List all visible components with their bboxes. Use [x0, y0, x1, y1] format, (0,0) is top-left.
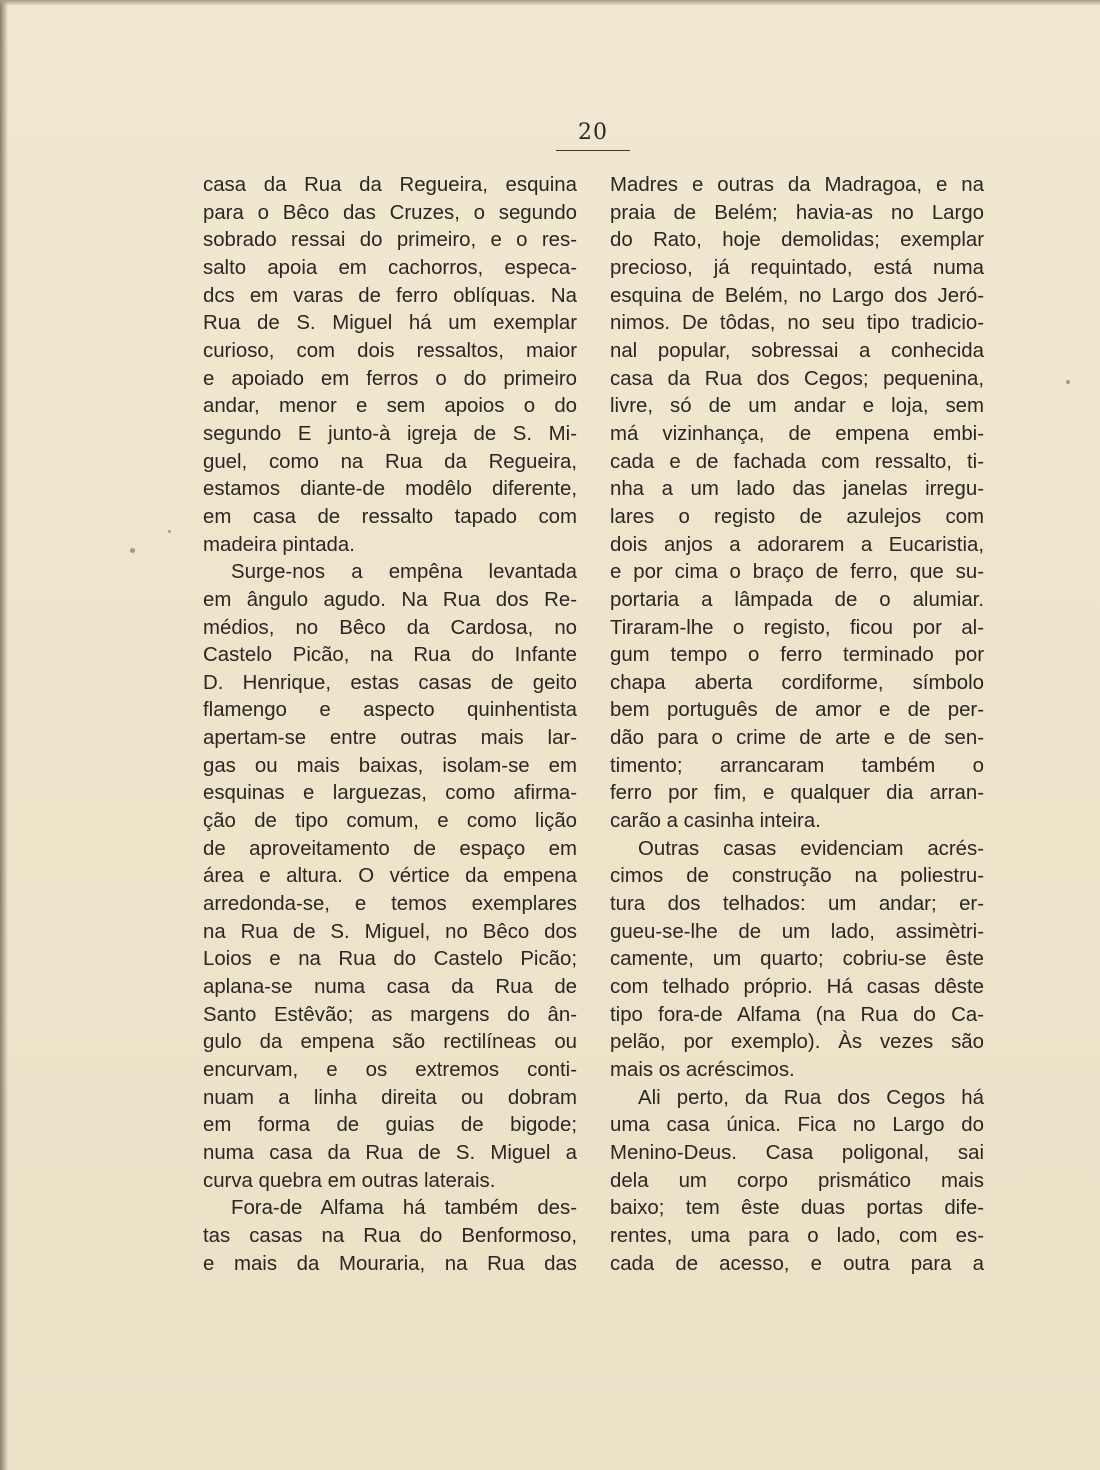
- text-line: madeira pintada.: [203, 533, 355, 556]
- text-line: de aproveitamento de espaço em: [203, 837, 577, 860]
- text-line: dois anjos a adorarem a Eucaristia,: [610, 533, 984, 556]
- text-line: casa da Rua dos Cegos; pequenina,: [610, 367, 984, 390]
- text-line: casa da Rua da Regueira, esquina: [203, 174, 577, 196]
- text-line: camente, um quarto; cobriu-se êste: [610, 948, 984, 971]
- text-line: esquina de Belém, no Largo dos Jeró-: [610, 284, 984, 307]
- text-line: carão a casinha inteira.: [610, 810, 821, 833]
- text-line: salto apoia em cachorros, especa-: [203, 256, 577, 279]
- text-line: dcs em varas de ferro oblíquas. Na: [203, 284, 577, 307]
- text-line: tipo fora-de Alfama (na Rua do Ca-: [610, 1003, 984, 1026]
- text-line: curva quebra em outras laterais.: [203, 1169, 496, 1192]
- top-edge-shadow: [0, 0, 1100, 6]
- text-line: livre, só de um andar e loja, sem: [610, 395, 984, 418]
- text-line: sobrado ressai do primeiro, e o res-: [203, 229, 577, 252]
- text-line: flamengo e aspecto quinhentista: [203, 699, 577, 722]
- text-line: nal popular, sobressai a conhecida: [610, 339, 984, 362]
- text-line: ferro por fim, e qualquer dia arran-: [610, 782, 984, 805]
- text-line: ção de tipo comum, e como lição: [203, 810, 577, 833]
- text-line: do Rato, hoje demolidas; exemplar: [610, 229, 984, 252]
- text-line: esquinas e larguezas, como afirma-: [203, 782, 577, 805]
- text-line: tas casas na Rua do Benformoso,: [203, 1224, 577, 1247]
- text-line: cada e de fachada com ressalto, ti-: [610, 450, 984, 473]
- text-line: Madres e outras da Madragoa, e na: [610, 174, 984, 196]
- text-line: gum tempo o ferro terminado por: [610, 644, 984, 667]
- text-line: baixo; tem êste duas portas dife-: [610, 1197, 984, 1220]
- text-line: Fora-de Alfama há também des-: [231, 1197, 577, 1220]
- text-line: timento; arrancaram também o: [610, 754, 984, 777]
- text-line: rentes, uma para o lado, com es-: [610, 1224, 984, 1247]
- text-line: gas ou mais baixas, isolam-se em: [203, 754, 577, 777]
- text-line: com telhado próprio. Há casas dêste: [610, 976, 984, 999]
- text-line: aplana-se numa casa da Rua de: [203, 976, 577, 999]
- text-line: dão para o crime de arte e de sen-: [610, 727, 984, 750]
- text-line: guel, como na Rua da Regueira,: [203, 450, 577, 473]
- text-line: Ali perto, da Rua dos Cegos há: [638, 1086, 984, 1109]
- text-line: e por cima o braço de ferro, que su-: [610, 561, 984, 584]
- text-line: nuam a linha direita ou dobram: [203, 1086, 577, 1109]
- text-line: segundo E junto-à igreja de S. Mi-: [203, 422, 577, 445]
- text-line: na Rua de S. Miguel, no Bêco dos: [203, 920, 577, 943]
- text-line: uma casa única. Fica no Largo do: [610, 1114, 984, 1137]
- text-line: numa casa da Rua de S. Miguel a: [203, 1141, 577, 1164]
- text-line: Castelo Picão, na Rua do Infante: [203, 644, 577, 667]
- text-line: nimos. De tôdas, no seu tipo tradicio-: [610, 312, 984, 335]
- paper-speck: [130, 548, 135, 553]
- text-line: Loios e na Rua do Castelo Picão;: [203, 948, 577, 971]
- text-line: curioso, com dois ressaltos, maior: [203, 339, 577, 362]
- text-line: lares o registo de azulejos com: [610, 505, 984, 528]
- text-line: mais os acréscimos.: [610, 1059, 795, 1081]
- text-line: e apoiado em ferros o do primeiro: [203, 367, 577, 390]
- text-line: Santo Estêvão; as margens do ân-: [203, 1003, 577, 1026]
- text-line: gulo da empena são rectilíneas ou: [203, 1031, 577, 1054]
- text-line: médios, no Bêco da Cardosa, no: [203, 616, 577, 639]
- text-line: e mais da Mouraria, na Rua das: [203, 1252, 577, 1275]
- text-line: nha a um lado das janelas irregu-: [610, 478, 984, 501]
- text-line: dela um corpo prismático mais: [610, 1169, 984, 1192]
- text-line: bem português de amor e de per-: [610, 699, 984, 722]
- text-line: estamos diante-de modêlo diferente,: [203, 478, 577, 501]
- text-line: em ângulo agudo. Na Rua dos Re-: [203, 588, 577, 611]
- text-line: chapa aberta cordiforme, símbolo: [610, 671, 984, 694]
- page-number-rule: [556, 150, 630, 151]
- text-line: má vizinhança, de empena embi-: [610, 422, 984, 445]
- text-line: apertam-se entre outras mais lar-: [203, 727, 577, 750]
- text-line: precioso, já requintado, está numa: [610, 256, 984, 279]
- text-line: Menino-Deus. Casa poligonal, sai: [610, 1141, 984, 1164]
- text-line: para o Bêco das Cruzes, o segundo: [203, 201, 577, 224]
- text-line: pelão, por exemplo). Às vezes são: [610, 1031, 984, 1054]
- text-line: cada de acesso, e outra para a: [610, 1252, 984, 1275]
- text-line: arredonda-se, e temos exemplares: [203, 893, 577, 916]
- text-line: cimos de construção na poliestru-: [610, 865, 984, 888]
- page-number: 20: [578, 120, 608, 145]
- text-line: praia de Belém; havia-as no Largo: [610, 201, 984, 224]
- right-text-column: [610, 172, 984, 1278]
- text-line: tura dos telhados: um andar; er-: [610, 893, 984, 916]
- binding-edge: [0, 0, 8, 1470]
- text-line: Tiraram-lhe o registo, ficou por al-: [610, 616, 984, 639]
- text-line: encurvam, e os extremos conti-: [203, 1059, 577, 1081]
- text-line: Rua de S. Miguel há um exemplar: [203, 312, 577, 335]
- text-line: em casa de ressalto tapado com: [203, 505, 577, 528]
- text-line: portaria a lâmpada de o alumiar.: [610, 588, 984, 611]
- text-line: Outras casas evidenciam acrés-: [638, 837, 984, 860]
- text-line: andar, menor e sem apoios o do: [203, 395, 577, 418]
- left-text-column: [203, 172, 577, 1278]
- text-line: D. Henrique, estas casas de geito: [203, 671, 577, 694]
- text-line: Surge-nos a empêna levantada: [231, 561, 577, 584]
- text-line: gueu-se-lhe de um lado, assimètri-: [610, 920, 984, 943]
- paper-speck: [1066, 380, 1070, 384]
- paper-speck: [168, 530, 171, 533]
- text-line: em forma de guias de bigode;: [203, 1114, 577, 1137]
- text-line: área e altura. O vértice da empena: [203, 865, 577, 888]
